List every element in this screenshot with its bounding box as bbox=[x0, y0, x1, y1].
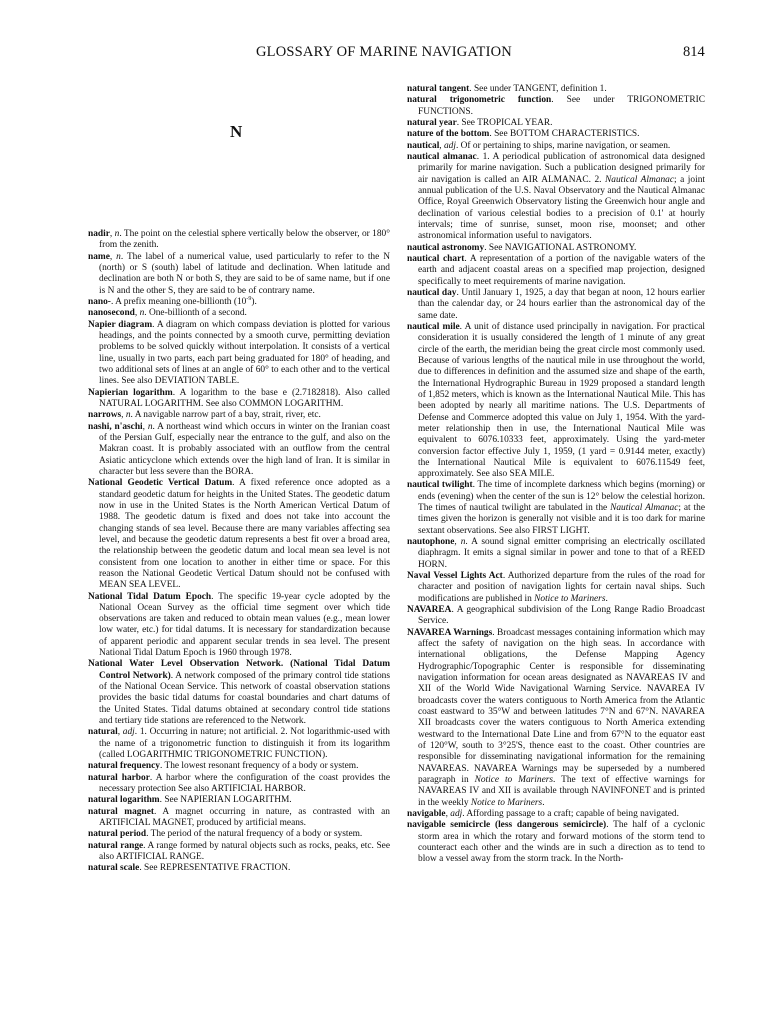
glossary-term: National Water Level Observation Network. (National Tidal Datum Control Network) bbox=[88, 659, 390, 681]
definition-text: , bbox=[134, 308, 140, 319]
superscript: -9 bbox=[246, 295, 252, 302]
definition-text: . The period of the natural frequency of a body or system. bbox=[146, 829, 363, 840]
glossary-entry-nautical-day bbox=[407, 288, 705, 322]
glossary-term: nautical mile bbox=[407, 321, 460, 332]
definition-text: . A network composed of the primary control tide stations of the National Ocean Service. This network of coastal observation stations provides the basic tidal datums for coastal boundaries and chart datums of the United States. Tidal datums obtained at secondary control tide stations and tertiary tide stations are referenced to the Network. bbox=[99, 670, 390, 727]
section-letter: N bbox=[230, 122, 243, 141]
definition-text: . Until January 1, 1925, a day that began at noon, 12 hours earlier than the calendar day, or 24 hours earlier than the astronomical day of the same date. bbox=[418, 287, 705, 321]
definition-text: . See NAPIERIAN LOGARITHM. bbox=[159, 795, 292, 806]
definition-text: ; a joint annual publication of the U.S. Naval Observatory and the Nautical Almanac Office, Royal Greenwich Observatory listing the Greenwich hour angle and declination of various celestial bodies to a precision of 0.1' at hourly intervals; time of sunrise, sunset, moon rise, moonset; and other astronomical information useful to navigators. bbox=[418, 174, 706, 242]
glossary-term: natural tangent bbox=[407, 84, 470, 94]
definition-text: . A prefix meaning one-billionth (10 bbox=[110, 296, 247, 307]
glossary-term: NAVAREA Warnings bbox=[407, 627, 493, 638]
glossary-entry-natural-tangent bbox=[407, 84, 705, 95]
glossary-entry-nautical bbox=[407, 141, 705, 152]
glossary-term: nautical bbox=[407, 140, 440, 151]
definition-text: , bbox=[454, 537, 461, 548]
definition-text: . A diagram on which compass deviation is plotted for various headings, and the points connected by a smooth curve, permitting deviation problems to be solved quickly without interpolation. It consists of a vertical line, usually in two parts, each part being graduated for 180° of heading, and two additional sets of lines at an angle of 60° to each other and to the vertical lines. See also DEVIATION TABLE. bbox=[99, 319, 391, 387]
definition-text: . The lowest resonant frequency of a body or system. bbox=[159, 761, 359, 772]
definition-text: . A northeast wind which occurs in winter on the Iranian coast of the Persian Gulf, especially near the entrance to the gulf, and also on the Makran coast. It is probably associated with an outflow from the central Asiatic anticyclone which extends over the high land of Iran. It is similar in character but less severe than the BORA. bbox=[99, 421, 390, 477]
glossary-entry-navigable-semicircle bbox=[407, 820, 705, 865]
glossary-entry-nautical-chart bbox=[407, 254, 705, 288]
glossary-term: navigable bbox=[407, 809, 446, 819]
glossary-entry-nashi bbox=[88, 422, 390, 479]
definition-text: . See under TRIGONOMETRIC FUNCTIONS. bbox=[418, 95, 705, 117]
glossary-term: natural harbor bbox=[88, 772, 150, 783]
definition-text: . The label of a numerical value, used particularly to refer to the N (north) or S (south) label of latitude and declination. When latitude and declination are both N or both S, they are said to be of same name, but if one is N and the other S, they are said to be of contrary name. bbox=[99, 251, 390, 296]
italic-text: n bbox=[125, 410, 131, 421]
definition-text: . A sound signal emitter comprising an electrically oscillated diaphragm. It emits a signal similar in power and tone to that of a REED HORN. bbox=[418, 537, 706, 570]
italic-text: n bbox=[114, 229, 120, 239]
definition-text: ; at the times given the horizon is generally not visible and it is too dark for marine sextant observations. See also FIRST LIGHT. bbox=[418, 503, 706, 536]
glossary-term: natural scale bbox=[88, 863, 140, 874]
definition-text: , bbox=[109, 229, 115, 239]
definition-text: . A magnet occurring in nature, as contrasted with an ARTIFICIAL MAGNET, produced by artificial means. bbox=[99, 806, 390, 829]
glossary-entry-natural-year bbox=[407, 118, 705, 129]
definition-text: . A representation of a portion of the navigable waters of the earth and adjacent coastal areas on a specified map projection, designed specifically to meet requirements of marine navigation. bbox=[418, 253, 705, 287]
glossary-term: nautical chart bbox=[407, 253, 465, 264]
definition-text: . Authorized departure from the rules of the road for character and position of navigation lights for certain naval ships. Such modifications are published in bbox=[418, 571, 705, 604]
glossary-term: natural trigonometric function bbox=[407, 95, 552, 106]
glossary-entry-nautical-astronomy bbox=[407, 243, 705, 254]
glossary-term: nautical day bbox=[407, 287, 457, 298]
glossary-term: nautical twilight bbox=[407, 480, 473, 491]
page-number: 814 bbox=[683, 44, 705, 60]
glossary-term: National Tidal Datum Epoch bbox=[88, 591, 212, 602]
glossary-entry-natural-frequency bbox=[88, 761, 390, 772]
glossary-entry-narrows bbox=[88, 410, 390, 421]
definition-text: . See REPRESENTATIVE FRACTION. bbox=[139, 863, 291, 874]
definition-text: . One-billionth of a second. bbox=[144, 308, 247, 319]
glossary-term: Naval Vessel Lights Act bbox=[407, 571, 503, 582]
glossary-term: Napier diagram bbox=[88, 319, 153, 330]
definition-text: . bbox=[542, 797, 545, 808]
glossary-entry-nautical-almanac bbox=[407, 152, 705, 243]
italic-text: adj bbox=[122, 727, 135, 738]
definition-text: . The point on the celestial sphere vertically below the observer, or 180° from the zenith. bbox=[99, 229, 390, 251]
glossary-term: narrows bbox=[88, 410, 122, 421]
glossary-entry-nano bbox=[88, 297, 390, 308]
definition-text: , bbox=[109, 251, 117, 262]
glossary-term: nadir bbox=[88, 229, 110, 239]
glossary-entry-navigable bbox=[407, 809, 705, 820]
italic-text: adj bbox=[450, 809, 463, 819]
glossary-term: nano- bbox=[88, 296, 111, 307]
glossary-entry-napierian-logarithm bbox=[88, 388, 390, 411]
definition-text: . The specific 19-year cycle adopted by the National Ocean Survey as the official time segment over which tide observations are taken and reduced to obtain mean values (e.g., mean lower low water, etc.) for tidal datums. It is necessary for standardization because of apparent periodic and apparent secular trends in sea level. The present National Tidal Datum Epoch is 1960 through 1978. bbox=[99, 591, 390, 659]
glossary-term: NAVAREA bbox=[407, 605, 452, 616]
italic-text: n bbox=[147, 421, 153, 432]
glossary-term: Napierian logarithm bbox=[88, 387, 173, 398]
glossary-entry-nature-of-bottom bbox=[407, 129, 705, 140]
definition-text: . A geographical subdivision of the Long Range Radio Broadcast Service. bbox=[418, 605, 705, 627]
glossary-entry-nautophone bbox=[407, 537, 705, 571]
italic-text: n bbox=[116, 251, 121, 262]
glossary-entry-name bbox=[88, 252, 390, 297]
definition-text: . The time of incomplete darkness which begins (morning) or ends (evening) when the center of the sun is 12° below the celestial horizon. The times of nautical twilight are tabulated in the bbox=[418, 480, 705, 514]
definition-text: , bbox=[445, 809, 451, 819]
italic-text: adj bbox=[443, 140, 456, 151]
right-column bbox=[407, 84, 705, 866]
left-column bbox=[88, 229, 390, 875]
glossary-entry-natural-magnet bbox=[88, 807, 390, 830]
definition-text: . A logarithm to the base e (2.7182818). Also called NATURAL LOGARITHM. See also COMMON LOGARITHM. bbox=[99, 387, 390, 409]
definition-text: . A fixed reference once adopted as a standard geodetic datum for heights in the United States. The geodetic datum now in use in the United States is the North American Vertical Datum of 1988. The geodetic datum is fixed and does not take into account the changing stands of sea level. Because there are many variables affecting sea level, and because the geodetic datum represents a best fit over a broad area, the relationship between the geodetic datum and local mean sea level is not consistent from one location to another in either time or space. For this reason the National Geodetic Vertical Datum should not be confused with MEAN SEA LEVEL. bbox=[99, 478, 390, 591]
glossary-term: nature of the bottom bbox=[407, 129, 490, 140]
definition-text: . Broadcast messages containing information which may affect the safety of navigation on the high seas. In accordance with international obligations, the Defense Mapping Agency Hydrographic/Topographic Center is responsible for disseminating navigation information for ocean areas designated as NAVAREAS IV and XII of the World Wide Navigational Warning Service. NAVAREA IV broadcasts cover the waters contiguous to North America from the Atlantic coast eastward to 35°W and between latitudes 7°N and 67°N. NAVAREA XII broadcasts cover the waters contiguous to North America extending westward to the International Date Line and from 67°N to the equator east of 120°W, south to 3°25'S, thence east to the coast. Other countries are responsible for disseminating navigational information for the remaining NAVAREAS. NAVAREA Warnings may be superseded by a numbered paragraph in bbox=[418, 627, 706, 786]
glossary-term: National Geodetic Vertical Datum bbox=[88, 478, 233, 489]
italic-text: Nautical Almanac bbox=[605, 174, 674, 185]
glossary-term: nanosecond bbox=[88, 308, 135, 319]
glossary-entry-natural-period bbox=[88, 829, 390, 840]
definition-text: . See NAVIGATIONAL ASTRONOMY. bbox=[484, 242, 637, 253]
glossary-term: navigable semicircle (less dangerous semicircle) bbox=[407, 820, 607, 831]
glossary-term: natural logarithm bbox=[88, 795, 160, 806]
glossary-entry-natural-harbor bbox=[88, 773, 390, 796]
definition-text: . A unit of distance used principally in navigation. For practical consideration it is usually considered the length of 1 minute of any great circle of the earth, the meridian being the great circle most commonly used. Because of various lengths of the nautical mile in use throughout the world, due to differences in definition and the assumed size and shape of the earth, the International Hydrographic Bureau in 1929 proposed a standard length of 1,852 meters, which is known as the International Nautical Mile. This has been adopted by nearly all maritime nations. The U.S. Departments of Defense and Commerce adopted this value on July 1, 1954. With the yard-meter relationship then in use, the International Nautical Mile was equivalent to 6076.10333 feet, approximately. Using the yard-meter conversion factor effective July 1, 1959, (1 yard = 0.9144 meter, exactly) the International Nautical Mile is equivalent to 6076.11549 feet, approximately. See also SEA MILE. bbox=[418, 321, 706, 480]
definition-text: . 1. A periodical publication of astronomical data designed primarily for marine navigation. Such a publication designed primarily for air navigation is called an AIR ALMANAC. 2. bbox=[418, 151, 705, 185]
glossary-entry-nautical-mile bbox=[407, 322, 705, 481]
glossary-term: nautophone bbox=[407, 537, 455, 548]
definition-text: . Of or pertaining to ships, marine navigation, or seamen. bbox=[455, 140, 671, 151]
italic-text: Notice to Mariners bbox=[474, 775, 554, 786]
definition-text: . bbox=[605, 593, 608, 604]
running-header-title: GLOSSARY OF MARINE NAVIGATION bbox=[256, 44, 512, 60]
definition-text: . A range formed by natural objects such as rocks, peaks, etc. See also ARTIFICIAL RANGE. bbox=[99, 840, 390, 863]
glossary-entry-ntde bbox=[88, 592, 390, 660]
glossary-term: nautical almanac bbox=[407, 151, 477, 162]
definition-text: . A harbor where the configuration of the coast provides the necessary protection See also ARTIFICIAL HARBOR. bbox=[99, 772, 390, 795]
glossary-term: natural bbox=[88, 727, 118, 738]
glossary-entry-nwlon bbox=[88, 659, 390, 727]
glossary-term: name bbox=[88, 251, 110, 262]
definition-text: . The half of a cyclonic storm area in which the rotary and forward motions of the storm tend to counteract each other and the winds are in such a direction as to tend to blow a vessel away from the storm track. In the North- bbox=[418, 820, 705, 865]
glossary-entry-nadir bbox=[88, 229, 390, 252]
italic-text: n bbox=[460, 537, 466, 548]
definition-text: , bbox=[142, 421, 148, 432]
definition-text: , bbox=[439, 140, 444, 151]
glossary-term: natural year bbox=[407, 117, 457, 128]
glossary-entry-navarea bbox=[407, 605, 705, 628]
glossary-entry-natural-logarithm bbox=[88, 795, 390, 806]
glossary-entry-navarea-warnings bbox=[407, 628, 705, 809]
definition-text: . Affording passage to a craft; capable of being navigated. bbox=[462, 809, 679, 819]
italic-text: Notice to Mariners bbox=[470, 797, 543, 808]
glossary-entry-natural-range bbox=[88, 841, 390, 864]
definition-text: . See BOTTOM CHARACTERISTICS. bbox=[489, 129, 640, 140]
glossary-entry-natural bbox=[88, 727, 390, 761]
glossary-term: natural magnet bbox=[88, 806, 154, 817]
italic-text: n bbox=[139, 308, 145, 319]
italic-text: Notice to Mariners bbox=[534, 593, 606, 604]
definition-text: , bbox=[117, 727, 123, 738]
glossary-entry-nautical-twilight bbox=[407, 480, 705, 537]
definition-text: . The text of effective warnings for NAVAREAS IV and XII is available through NAVINFONET and is printed in the weekly bbox=[418, 775, 705, 808]
definition-text: . A navigable narrow part of a bay, strait, river, etc. bbox=[130, 410, 321, 421]
glossary-term: nashi, n'aschi bbox=[88, 421, 143, 432]
glossary-term: natural range bbox=[88, 840, 144, 851]
glossary-entry-ngvd bbox=[88, 478, 390, 591]
definition-text: ). bbox=[251, 296, 257, 307]
definition-text: , bbox=[121, 410, 126, 421]
glossary-term: nautical astronomy bbox=[407, 242, 485, 253]
italic-text: Nautical Almanac bbox=[610, 503, 679, 514]
glossary-term: natural frequency bbox=[88, 761, 160, 772]
glossary-entry-nanosecond bbox=[88, 308, 390, 319]
glossary-entry-naval-vessel-lights bbox=[407, 571, 705, 605]
definition-text: . See under TANGENT, definition 1. bbox=[469, 84, 607, 94]
glossary-entry-natural-scale bbox=[88, 863, 390, 874]
glossary-entry-natural-trig bbox=[407, 95, 705, 118]
definition-text: . See TROPICAL YEAR. bbox=[456, 117, 553, 128]
glossary-entry-napier-diagram bbox=[88, 320, 390, 388]
definition-text: . 1. Occurring in nature; not artificial. 2. Not logarithmic-used with the name of a trigonometric function to distinguish it from its logarithm (called LOGARITHMIC TRIGONOMETRIC FUNCTION). bbox=[99, 727, 390, 761]
glossary-term: natural period bbox=[88, 829, 147, 840]
